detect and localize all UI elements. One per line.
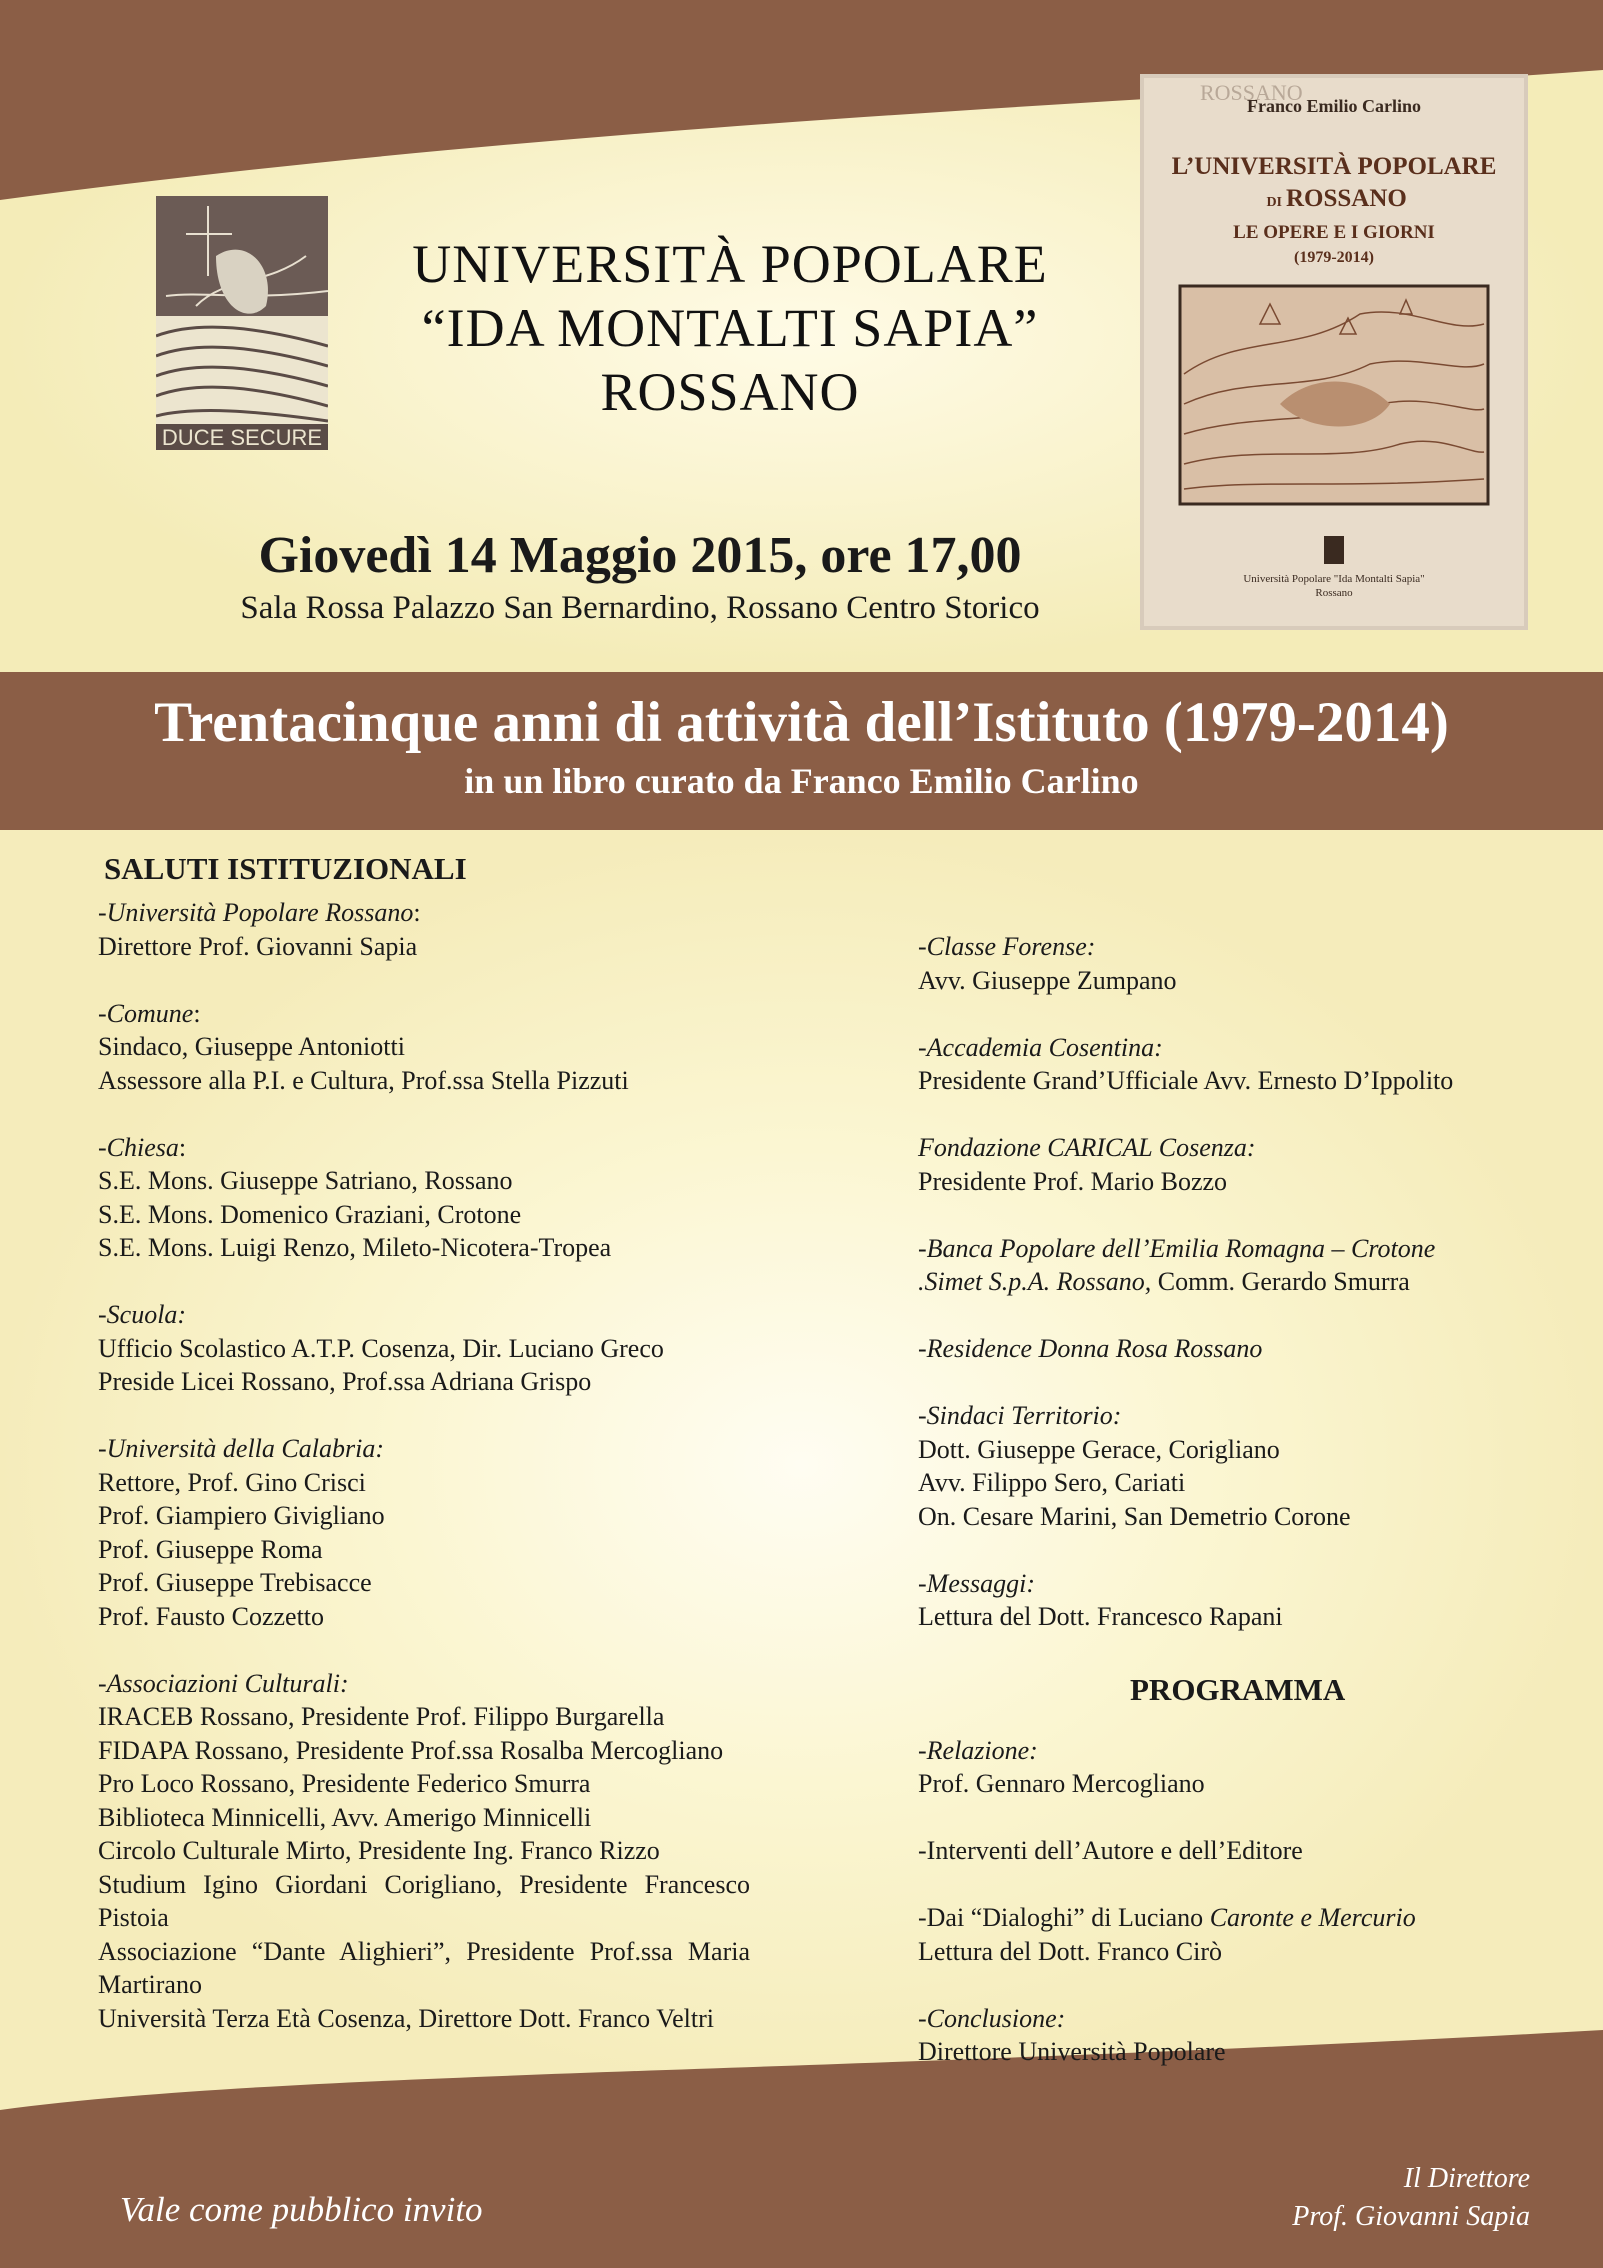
book-publisher-2: Rossano xyxy=(1315,587,1353,599)
event-date: Giovedì 14 Maggio 2015, ore 17,00 xyxy=(258,527,1022,584)
book-cover xyxy=(1140,74,1528,630)
list-item: Avv. Giuseppe Zumpano xyxy=(918,965,1177,995)
book-title-1: L’UNIVERSITÀ POPOLARE xyxy=(1171,153,1497,180)
list-item: Associazione “Dante Alighieri”, Presidente Prof.ssa Maria Martirano xyxy=(98,1936,750,1999)
list-item: Prof. Giuseppe Trebisacce xyxy=(98,1568,372,1597)
group-label: -Messaggi: xyxy=(918,1568,1035,1598)
list-item: Università Terza Età Cosenza, Direttore Dott. Franco Veltri xyxy=(98,2003,714,2033)
list-item: Studium Igino Giordani Corigliano, Presidente Francesco Pistoia xyxy=(98,1869,750,1932)
group-label: -Banca Popolare dell’Emilia Romagna – Crotone xyxy=(918,1233,1436,1263)
group-label: -Università Popolare Rossano xyxy=(98,898,414,927)
list-item: Lettura del Dott. Francesco Rapani xyxy=(918,1602,1283,1631)
list-item: Preside Licei Rossano, Prof.ssa Adriana Grispo xyxy=(98,1367,592,1396)
list-item: -Interventi dell’Autore e dell’Editore xyxy=(918,1836,1303,1865)
list-item: Assessore alla P.I. e Cultura, Prof.ssa Stella Pizzuti xyxy=(98,1065,629,1095)
list-item: IRACEB Rossano, Presidente Prof. Filippo Burgarella xyxy=(98,1702,665,1731)
list-item: FIDAPA Rossano, Presidente Prof.ssa Rosalba Mercogliano xyxy=(98,1735,724,1765)
book-top-word: ROSSANO xyxy=(1200,80,1303,105)
list-item: Prof. Fausto Cozzetto xyxy=(98,1601,325,1631)
list-item: Circolo Culturale Mirto, Presidente Ing. Franco Rizzo xyxy=(98,1836,660,1865)
saluti-list-continued xyxy=(918,930,1558,2069)
list-item: Direttore Prof. Giovanni Sapia xyxy=(98,931,418,961)
list-item: Dott. Giuseppe Gerace, Corigliano xyxy=(918,1434,1280,1464)
list-item: Ufficio Scolastico A.T.P. Cosenza, Dir. Luciano Greco xyxy=(98,1333,664,1363)
saluti-heading: SALUTI ISTITUZIONALI xyxy=(104,851,467,886)
book-years: (1979-2014) xyxy=(1294,249,1374,266)
list-item: Prof. Gennaro Mercogliano xyxy=(918,1769,1205,1798)
list-item: Pro Loco Rossano, Presidente Federico Smurra xyxy=(98,1769,591,1798)
book-author: Franco Emilio Carlino xyxy=(1247,96,1421,116)
signature-title: Il Direttore xyxy=(1403,2163,1530,2194)
invite-note: Vale come pubblico invito xyxy=(120,2190,483,2229)
list-item: Presidente Prof. Mario Bozzo xyxy=(918,1166,1228,1196)
group-label: -Università della Calabria: xyxy=(98,1434,384,1463)
group-label: -Associazioni Culturali: xyxy=(98,1668,349,1698)
list-item: Prof. Giuseppe Roma xyxy=(98,1534,323,1564)
institute-name-line-3: ROSSANO xyxy=(600,362,860,422)
list-item: .Simet S.p.A. Rossano, Comm. Gerardo Smurra xyxy=(918,1267,1410,1296)
group-label: Fondazione CARICAL Cosenza: xyxy=(918,1133,1256,1162)
logo-motto: DUCE SECURE xyxy=(161,425,323,450)
group-label: -Scuola: xyxy=(98,1300,187,1329)
list-item: S.E. Mons. Giuseppe Satriano, Rossano xyxy=(98,1166,513,1195)
event-venue: Sala Rossa Palazzo San Bernardino, Rossano Centro Storico xyxy=(240,590,1040,626)
rossano-engraving-illustration-icon xyxy=(1180,286,1488,504)
group-label: -Conclusione: xyxy=(918,2003,1066,2033)
list-item: Lettura del Dott. Franco Cirò xyxy=(918,1936,1222,1966)
list-item: S.E. Mons. Domenico Graziani, Crotone xyxy=(98,1199,522,1229)
book-subtitle: LE OPERE E I GIORNI xyxy=(1233,222,1435,243)
group-label: -Accademia Cosentina: xyxy=(918,1032,1163,1062)
group-label: -Comune xyxy=(98,998,194,1028)
duce-secure-woodcut-logo-icon xyxy=(156,196,328,450)
banner-subtitle: in un libro curato da Franco Emilio Carlino xyxy=(464,761,1139,801)
list-item: Presidente Grand’Ufficiale Avv. Ernesto D’Ippolito xyxy=(918,1066,1454,1095)
signature-name: Prof. Giovanni Sapia xyxy=(1292,2201,1530,2232)
list-item: Rettore, Prof. Gino Crisci xyxy=(98,1467,366,1497)
list-item: Avv. Filippo Sero, Cariati xyxy=(918,1468,1186,1497)
signature xyxy=(1200,2160,1530,2236)
list-item: -Dai “Dialoghi” di Luciano Caronte e Mercurio xyxy=(918,1903,1416,1932)
list-item: Direttore Università Popolare xyxy=(918,2037,1226,2066)
banner-title: Trentacinque anni di attività dell’Istituto (1979-2014) xyxy=(154,691,1449,754)
book-publisher-1: Università Popolare "Ida Montalti Sapia" xyxy=(1243,573,1425,585)
list-item: Sindaco, Giuseppe Antoniotti xyxy=(98,1032,405,1061)
group-label: -Residence Donna Rosa Rossano xyxy=(918,1334,1263,1363)
institute-logo xyxy=(156,196,328,450)
institute-name-line-1: UNIVERSITÀ POPOLARE xyxy=(412,234,1048,294)
list-item: Prof. Giampiero Givigliano xyxy=(98,1501,385,1530)
group-label: -Classe Forense: xyxy=(918,932,1096,961)
book-title-di: DI xyxy=(1266,195,1282,210)
group-label: -Chiesa xyxy=(98,1132,179,1162)
group-label: -Relazione: xyxy=(918,1735,1038,1765)
institute-name xyxy=(330,232,1130,424)
group-label: -Sindaci Territorio: xyxy=(918,1401,1122,1430)
list-item: S.E. Mons. Luigi Renzo, Mileto-Nicotera-Tropea xyxy=(98,1233,612,1262)
book-title-2: ROSSANO xyxy=(1286,185,1407,212)
programma-heading: PROGRAMMA xyxy=(1130,1672,1346,1707)
list-item: On. Cesare Marini, San Demetrio Corone xyxy=(918,1501,1351,1531)
list-item: Biblioteca Minnicelli, Avv. Amerigo Minnicelli xyxy=(98,1802,592,1832)
saluti-list: -Università Popolare Rossano: Direttore Prof. Giovanni Sapia -Comune: Sindaco, Giuseppe Antoniotti Assessore alla P.I. e Cultura, Prof.ssa Stella Pizzuti -Chiesa: S.E. Mons. Giuseppe Satriano, Rossano S.E. Mons. Domenico Graziani, Crotone S.E. Mons. Luigi Renzo, Mileto-Nicotera-Tropea -Scuola: Ufficio Scolastico A.T.P. Cosenza, Dir. Luciano Greco Preside Licei Rossano, Prof.ssa Adriana Grispo -Università della Calabria: Rettore, Prof. Gino Crisci Prof. Giampiero Givigliano Prof. Giuseppe Roma Prof. Giuseppe Trebisacce Prof. Fausto Cozzetto -Associazioni Culturali: IRACEB Rossano, Presidente Prof. Filippo Burgarella FIDAPA Rossano, Presidente Prof.ssa Rosalba Mercogliano Pro Loco Rossano, Presidente Federico Smurra Biblioteca Minnicelli, Avv. Amerigo Minnicelli Circolo Culturale Mirto, Presidente Ing. Franco Rizzo Studium Igino Giordani Corigliano, Presidente Francesco Pistoia Associazione “Dante Alighieri”, Presidente Prof.ssa Maria Martirano Università Terza Età Cosenza, Direttore Dott. Franco Veltri xyxy=(98,896,750,2035)
institute-name-line-2: “IDA MONTALTI SAPIA” xyxy=(421,298,1039,358)
